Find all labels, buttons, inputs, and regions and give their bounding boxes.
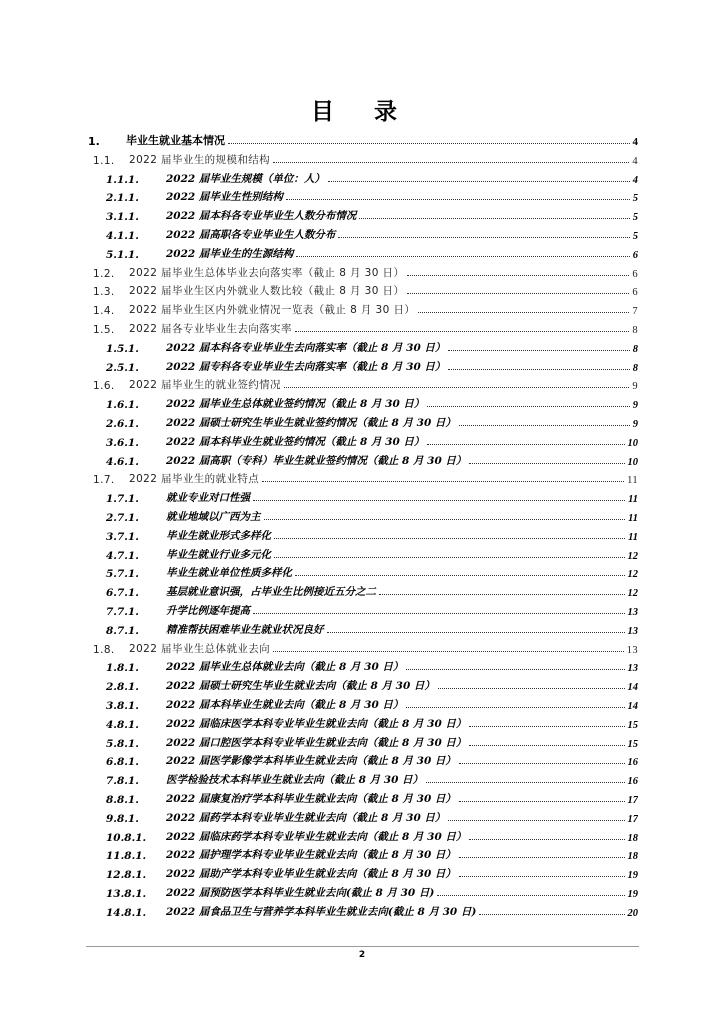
toc-dot-leader [479,913,624,915]
toc-entry[interactable] [93,264,638,280]
toc-entry-title: 2022 届毕业生规模（单位：人） [166,172,325,185]
toc-entry-title: 毕业生就业行业多元化 [166,548,271,561]
toc-entry-number: 5.1.1. [106,248,139,261]
toc-dot-leader [448,349,629,351]
toc-entry[interactable] [106,884,638,900]
toc-entry-title: 毕业生就业基本情况 [126,134,225,147]
toc-entry-number: 1.7. [93,474,115,487]
toc-dot-leader [264,518,626,520]
toc-entry-title: 2022 届临床医学本科专业毕业生就业去向（截止 8 月 30 日） [166,717,467,730]
toc-dot-leader [469,838,624,840]
toc-entry-number: 4.8.1. [106,718,139,731]
toc-dot-leader [459,800,625,802]
toc-entry[interactable] [106,546,638,562]
toc-entry[interactable] [106,752,638,768]
toc-entry-page: 5 [632,193,638,205]
toc-entry-title: 升学比例逐年提高 [166,605,250,617]
toc-entry-title: 2022 届毕业生性别结构 [166,191,283,204]
toc-entry-title: 2022 届毕业生总体就业签约情况（截止 8 月 30 日） [166,398,425,411]
toc-entry-number: 4.6.1. [106,455,139,468]
toc-entry-page: 13 [626,644,638,656]
toc-entry-number: 1.6. [93,380,115,393]
toc-dot-leader [427,443,624,445]
toc-entry-number: 3.1.1. [106,211,139,224]
toc-entry-page: 14 [627,701,638,712]
toc-entry-number: 1.6.1. [106,399,139,412]
toc-dot-leader [274,537,625,539]
toc-entry[interactable] [106,715,638,731]
toc-entry-number: 4.1.1. [106,230,139,242]
toc-entry-number: 8.7.1. [106,624,139,637]
toc-entry-number: 3.7.1. [106,530,139,543]
toc-entry-title: 2022 届本科各专业毕业生去向落实率（截止 8 月 30 日） [166,341,446,354]
toc-entry-title: 医学检验技术本科毕业生就业去向（截止 8 月 30 日） [166,774,424,787]
toc-entry-page: 20 [627,907,638,919]
page-number: 2 [358,950,366,960]
toc-entry[interactable] [106,677,638,693]
toc-dot-leader [418,311,629,313]
toc-entry-title: 2022 届高职（专科）毕业生就业签约情况（截止 8 月 30 日） [166,454,467,467]
toc-dot-leader [327,631,625,633]
toc-entry-title: 2022 届食品卫生与营养学本科毕业生就业去向(截止 8 月 30 日) [166,905,477,918]
toc-entry-page: 18 [627,832,638,844]
toc-entry-page: 11 [628,531,638,543]
toc-entry-title: 2022 届硕士研究生毕业生就业签约情况（截止 8 月 30 日） [166,417,456,429]
toc-dot-leader [286,198,630,200]
toc-entry-title: 2022 届毕业生区内外就业人数比较（截止 8 月 30 日） [129,285,405,298]
toc-entry-number: 1. [88,135,100,148]
toc-dot-leader [469,462,624,464]
toc-dot-leader [295,574,625,576]
toc-dot-leader [338,236,629,238]
toc-entry-page: 18 [627,851,638,863]
toc-entry-title: 2022 届毕业生的生源结构 [166,247,294,260]
toc-entry-page: 13 [627,663,638,675]
toc-entry-title: 2022 届临床药学本科专业毕业生就业去向（截止 8 月 30 日） [166,830,467,843]
toc-entry-title: 2022 届助产学本科专业毕业生就业去向（截止 8 月 30 日） [166,868,456,881]
toc-entry[interactable] [88,132,638,148]
toc-entry-number: 7.8.1. [106,775,139,788]
toc-dot-leader [406,706,624,708]
toc-entry-number: 1.1.1. [106,173,139,186]
toc-entry[interactable] [93,151,638,167]
toc-entry[interactable] [106,621,638,637]
toc-entry[interactable] [106,339,638,355]
toc-entry-title: 就业专业对口性强 [166,492,250,505]
toc-dot-leader [427,405,629,407]
toc-dot-leader [438,687,625,689]
toc-entry-number: 1.3. [93,286,115,299]
toc-entry[interactable] [93,470,638,486]
toc-entry[interactable] [93,376,638,392]
toc-dot-leader [273,161,629,163]
footer-rule [86,946,639,947]
toc-entry[interactable] [106,170,638,186]
toc-dot-leader [459,424,630,426]
toc-entry-page: 13 [627,625,638,637]
toc-entry[interactable] [106,207,638,223]
toc-dot-leader [426,781,624,783]
toc-entry-page: 6 [632,249,638,261]
toc-entry-title: 2022 届毕业生总体就业去向 [129,642,271,655]
toc-entry-title: 2022 届毕业生总体就业去向（截止 8 月 30 日） [166,661,404,674]
toc-entry-number: 2.1.1. [106,192,139,205]
toc-entry-page: 9 [632,381,638,393]
toc-entry-page: 11 [627,475,638,487]
toc-entry-number: 8.8.1. [106,794,139,806]
toc-entry-page: 10 [627,437,638,449]
toc-entry[interactable] [106,696,638,712]
toc-dot-leader [228,142,630,144]
toc-entry-number: 2.7.1. [106,512,139,524]
toc-entry[interactable] [106,452,638,468]
toc-entry-number: 1.1. [93,154,115,167]
toc-entry-number: 11.8.1. [106,850,147,863]
toc-entry-title: 2022 届各专业毕业生去向落实率 [129,323,292,335]
toc-entry-page: 11 [628,494,638,506]
toc-entry-number: 1.8.1. [106,662,139,675]
toc-entry-page: 15 [627,738,638,750]
toc-dot-leader [459,875,625,877]
toc-entry[interactable] [106,489,638,505]
toc-dot-leader [448,368,629,370]
toc-entry-page: 4 [632,174,638,186]
toc-entry-page: 13 [627,607,638,618]
toc-dot-leader [274,556,625,558]
toc-entry-page: 4 [632,136,638,148]
toc-entry-title: 2022 届毕业生的规模和结构 [129,153,271,166]
toc-entry-page: 17 [627,813,638,825]
toc-entry-page: 11 [628,513,638,524]
toc-entry-page: 16 [627,776,638,788]
toc-entry[interactable] [106,602,638,618]
toc-entry-title: 2022 届毕业生总体毕业去向落实率（截止 8 月 30 日） [129,266,405,279]
toc-dot-leader [328,180,630,182]
toc-entry-page: 7 [632,306,638,318]
toc-entry[interactable] [106,226,638,242]
toc-dot-leader [295,330,629,332]
toc-entry[interactable] [106,358,638,374]
toc-entry-number: 5.8.1. [106,737,139,750]
toc-entry-page: 4 [632,155,638,167]
toc-entry-title: 基层就业意识强，占毕业生比例接近五分之二 [166,586,376,599]
toc-dot-leader [359,217,629,219]
toc-dot-leader [253,612,625,614]
toc-dot-leader [469,725,624,727]
toc-entry-title: 就业地域以广西为主 [166,511,261,523]
toc-entry-number: 1.5.1. [106,342,139,355]
toc-entry-page: 19 [627,889,638,900]
toc-entry-page: 8 [632,362,638,374]
toc-dot-leader [459,856,625,858]
toc-entry-title: 2022 届康复治疗学本科毕业生就业去向（截止 8 月 30 日） [166,793,456,805]
toc-entry-page: 6 [632,268,638,280]
toc-entry-title: 2022 届预防医学本科毕业生就业去向(截止 8 月 30 日) [166,887,435,899]
toc-entry-number: 5.7.1. [106,568,139,581]
toc-entry-number: 1.8. [93,643,115,656]
toc-entry[interactable] [106,395,638,411]
toc-entry-title: 毕业生就业单位性质多样化 [166,567,292,580]
toc-entry[interactable] [106,828,638,844]
toc-entry-number: 13.8.1. [106,888,147,900]
toc-entry[interactable] [106,433,638,449]
toc-entry[interactable] [93,320,638,336]
toc-entry-number: 2.6.1. [106,418,139,430]
toc-entry-title: 2022 届医学影像学本科毕业生就业去向（截止 8 月 30 日） [166,755,456,768]
toc-entry[interactable] [106,188,638,204]
toc-entry-page: 5 [632,231,638,242]
toc-entry-title: 2022 届专科各专业毕业生去向落实率（截止 8 月 30 日） [166,360,446,373]
toc-dot-leader [406,668,624,670]
toc-entry[interactable] [106,658,638,674]
toc-entry-page: 10 [627,456,638,468]
toc-dot-leader [253,499,625,501]
toc-entry-page: 17 [627,795,638,806]
toc-entry-title: 2022 届口腔医学本科专业毕业生就业去向（截止 8 月 30 日） [166,736,467,749]
toc-entry-number: 14.8.1. [106,906,147,919]
toc-entry[interactable] [106,508,638,524]
toc-entry[interactable] [106,583,638,599]
toc-entry-title: 2022 届本科毕业生就业去向（截止 8 月 30 日） [166,699,404,711]
toc-dot-leader [379,593,625,595]
toc-entry[interactable] [106,846,638,862]
toc-entry[interactable] [93,282,638,298]
toc-entry-title: 毕业生就业形式多样化 [166,529,271,542]
toc-entry[interactable] [106,809,638,825]
toc-entry-page: 15 [627,719,638,731]
toc-entry[interactable] [106,734,638,750]
toc-entry-number: 3.8.1. [106,700,139,712]
toc-entry-number: 3.6.1. [106,436,139,449]
toc-entry-number: 12.8.1. [106,869,147,882]
toc-entry-title: 2022 届毕业生的就业特点 [129,473,260,486]
toc-entry[interactable] [106,790,638,806]
toc-entry[interactable] [106,771,638,787]
toc-dot-leader [284,386,629,388]
toc-entry[interactable] [106,245,638,261]
toc-entry-number: 1.7.1. [106,493,139,506]
toc-entry-page: 6 [632,287,638,299]
toc-dot-leader [469,744,624,746]
toc-entry-page: 8 [632,343,638,355]
toc-entry-number: 1.5. [93,324,115,336]
toc-entry[interactable] [93,640,638,656]
toc-entry-number: 6.7.1. [106,587,139,600]
toc-entry[interactable] [106,414,638,430]
toc-entry-page: 12 [627,550,638,562]
toc-entry[interactable] [106,564,638,580]
toc-entry-number: 10.8.1. [106,831,147,844]
toc-entry[interactable] [106,527,638,543]
toc-entry-number: 4.7.1. [106,549,139,562]
toc-entry[interactable] [106,865,638,881]
toc-entry-page: 5 [632,212,638,224]
toc-entry-page: 12 [627,569,638,581]
toc-entry-title: 精准帮扶困难毕业生就业状况良好 [166,623,324,636]
toc-entry-page: 19 [627,870,638,882]
toc-dot-leader [273,650,624,652]
toc-dot-leader [296,255,629,257]
toc-entry-page: 14 [627,682,638,694]
toc-dot-leader [262,480,624,482]
toc-entry-title: 2022 届硕士研究生毕业生就业去向（截止 8 月 30 日） [166,680,435,693]
toc-entry-number: 1.2. [93,267,115,280]
toc-entry-number: 7.7.1. [106,606,139,618]
toc-dot-leader [437,894,624,896]
toc-dot-leader [407,274,629,276]
toc-entry[interactable] [93,301,638,317]
toc-entry-number: 2.8.1. [106,681,139,694]
toc-entry-page: 9 [632,400,638,412]
toc-entry-title: 2022 届药学本科专业毕业生就业去向（截止 8 月 30 日） [166,811,446,824]
toc-entry-title: 2022 届本科毕业生就业签约情况（截止 8 月 30 日） [166,435,425,448]
toc-entry-page: 16 [627,757,638,769]
toc-entry-page: 12 [627,588,638,600]
toc-dot-leader [448,819,624,821]
toc-entry-title: 2022 届高职各专业毕业生人数分布 [166,229,336,241]
toc-entry-page: 9 [632,419,638,430]
toc-entry-title: 2022 届毕业生的就业签约情况 [129,379,281,392]
toc-entry-number: 6.8.1. [106,756,139,769]
toc-entry-title: 2022 届护理学本科专业毕业生就业去向（截止 8 月 30 日） [166,849,456,862]
toc-entry-title: 2022 届本科各专业毕业生人数分布情况 [166,210,357,223]
toc-entry[interactable] [106,903,638,919]
toc-entry-title: 2022 届毕业生区内外就业情况一览表（截止 8 月 30 日） [129,304,416,317]
page-title: 目 录 [310,99,413,125]
toc-dot-leader [459,762,625,764]
toc-entry-page: 8 [632,325,638,336]
toc-entry-number: 9.8.1. [106,812,139,825]
toc-entry-number: 2.5.1. [106,361,139,374]
toc-dot-leader [407,292,629,294]
toc-entry-number: 1.4. [93,305,115,318]
